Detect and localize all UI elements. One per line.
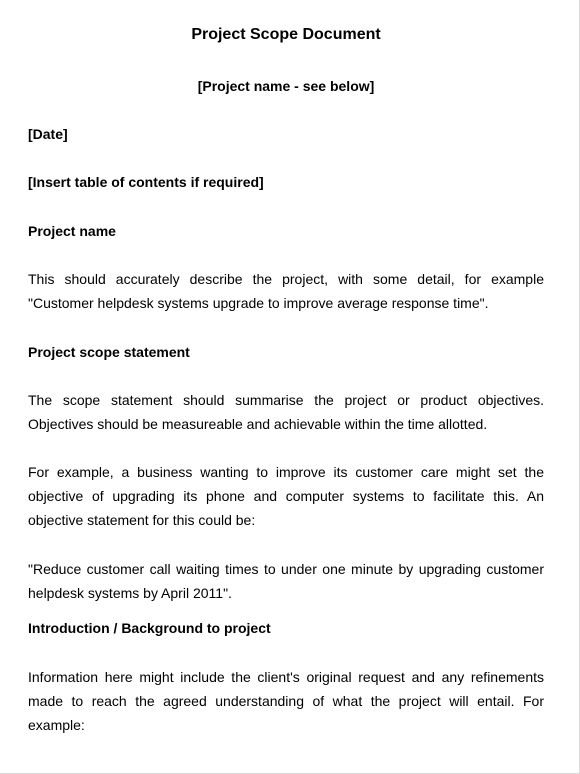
date-placeholder: [Date] xyxy=(28,126,68,142)
project-name-placeholder: [Project name - see below] xyxy=(197,78,375,94)
document-title: Project Scope Document xyxy=(191,26,381,43)
toc-placeholder: [Insert table of contents if required] xyxy=(28,174,264,190)
section-heading-project-name: Project name xyxy=(28,223,116,239)
section-heading-scope-statement: Project scope statement xyxy=(28,344,190,360)
paragraph-scope-statement-3: "Reduce customer call waiting times to under one minute by upgrading customer helpdesk systems by April 2011". xyxy=(28,561,544,601)
paragraph-project-name: This should accurately describe the project, with some detail, for example "Customer helpdesk systems upgrade to improve average response time". xyxy=(28,271,544,311)
section-heading-introduction: Introduction / Background to project xyxy=(28,620,271,636)
paragraph-scope-statement-2: For example, a business wanting to improve its customer care might set the objective of upgrading its phone and computer systems to facilitate this. An objective statement for this could be: xyxy=(28,464,544,528)
paragraph-introduction: Information here might include the client's original request and any refinements made to reach the agreed understanding of what the project will entail. For example: xyxy=(28,669,544,733)
paragraph-scope-statement-1: The scope statement should summarise the project or product objectives. Objectives should be measureable and achievable within the time allotted. xyxy=(28,392,544,432)
